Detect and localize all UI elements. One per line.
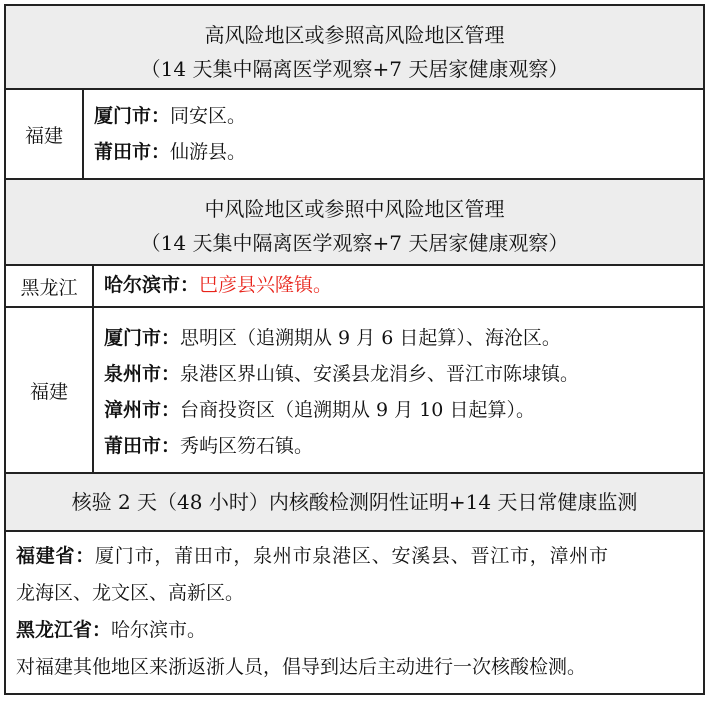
city-label: 泉州市： [104, 363, 181, 385]
area-list [84, 90, 246, 178]
area-text: 泉港区界山镇、安溪县龙涓乡、晋江市陈埭镇。 [180, 363, 580, 385]
mid-risk-fujian-row [4, 308, 705, 474]
province-cell: 福建 [6, 308, 94, 472]
area-line [104, 320, 579, 356]
body-text: 哈尔滨市。 [111, 619, 207, 641]
area-line [94, 134, 246, 170]
area-text-highlight: 巴彦县兴隆镇。 [199, 274, 333, 296]
city-label: 厦门市： [104, 327, 181, 349]
high-risk-title: 高风险地区或参照高风险地区管理 [204, 23, 505, 47]
body-line [16, 612, 703, 649]
city-label: 漳州市： [104, 399, 181, 421]
note-line: 对福建其他地区来浙返浙人员，倡导到达后主动进行一次核酸检测。 [16, 656, 587, 678]
body-line [16, 538, 703, 575]
province-label: 福建省： [16, 545, 96, 567]
test-requirement-body [4, 532, 705, 695]
city-label: 莆田市： [104, 435, 181, 457]
area-text: 同安区。 [170, 105, 247, 127]
area-line [104, 266, 332, 304]
city-label: 厦门市： [94, 105, 171, 127]
high-risk-subtitle: （14 天集中隔离医学观察+7 天居家健康观察） [140, 57, 569, 81]
mid-risk-title: 中风险地区或参照中风险地区管理 [204, 197, 505, 221]
area-text: 仙游县。 [170, 141, 247, 163]
area-text: 思明区（追溯期从 9 月 6 日起算）、海沧区。 [180, 327, 561, 349]
mid-risk-heilongjiang-row [4, 266, 705, 308]
risk-area-table [4, 4, 705, 695]
area-line [104, 392, 579, 428]
city-label: 哈尔滨市： [104, 274, 200, 296]
mid-risk-subtitle: （14 天集中隔离医学观察+7 天居家健康观察） [140, 231, 569, 255]
test-requirement-title: 核验 2 天（48 小时）内核酸检测阴性证明+14 天日常健康监测 [71, 490, 638, 514]
body-line: 龙海区、龙文区、高新区。 [16, 582, 245, 604]
area-list [94, 266, 332, 306]
high-risk-fujian-row [4, 90, 705, 180]
area-line [104, 428, 579, 464]
high-risk-header [4, 4, 705, 90]
test-requirement-header [4, 474, 705, 532]
body-text: 厦门市，莆田市，泉州市泉港区、安溪县、晋江市，漳州市 [95, 545, 609, 567]
province-cell: 黑龙江 [6, 266, 94, 306]
province-cell: 福建 [6, 90, 84, 178]
area-list [94, 308, 579, 472]
province-label: 黑龙江省： [16, 619, 112, 641]
city-label: 莆田市： [94, 141, 171, 163]
area-text: 秀屿区笏石镇。 [180, 435, 314, 457]
area-line [104, 356, 579, 392]
area-text: 台商投资区（追溯期从 9 月 10 日起算）。 [180, 399, 535, 421]
area-line [94, 98, 246, 134]
mid-risk-header [4, 180, 705, 266]
